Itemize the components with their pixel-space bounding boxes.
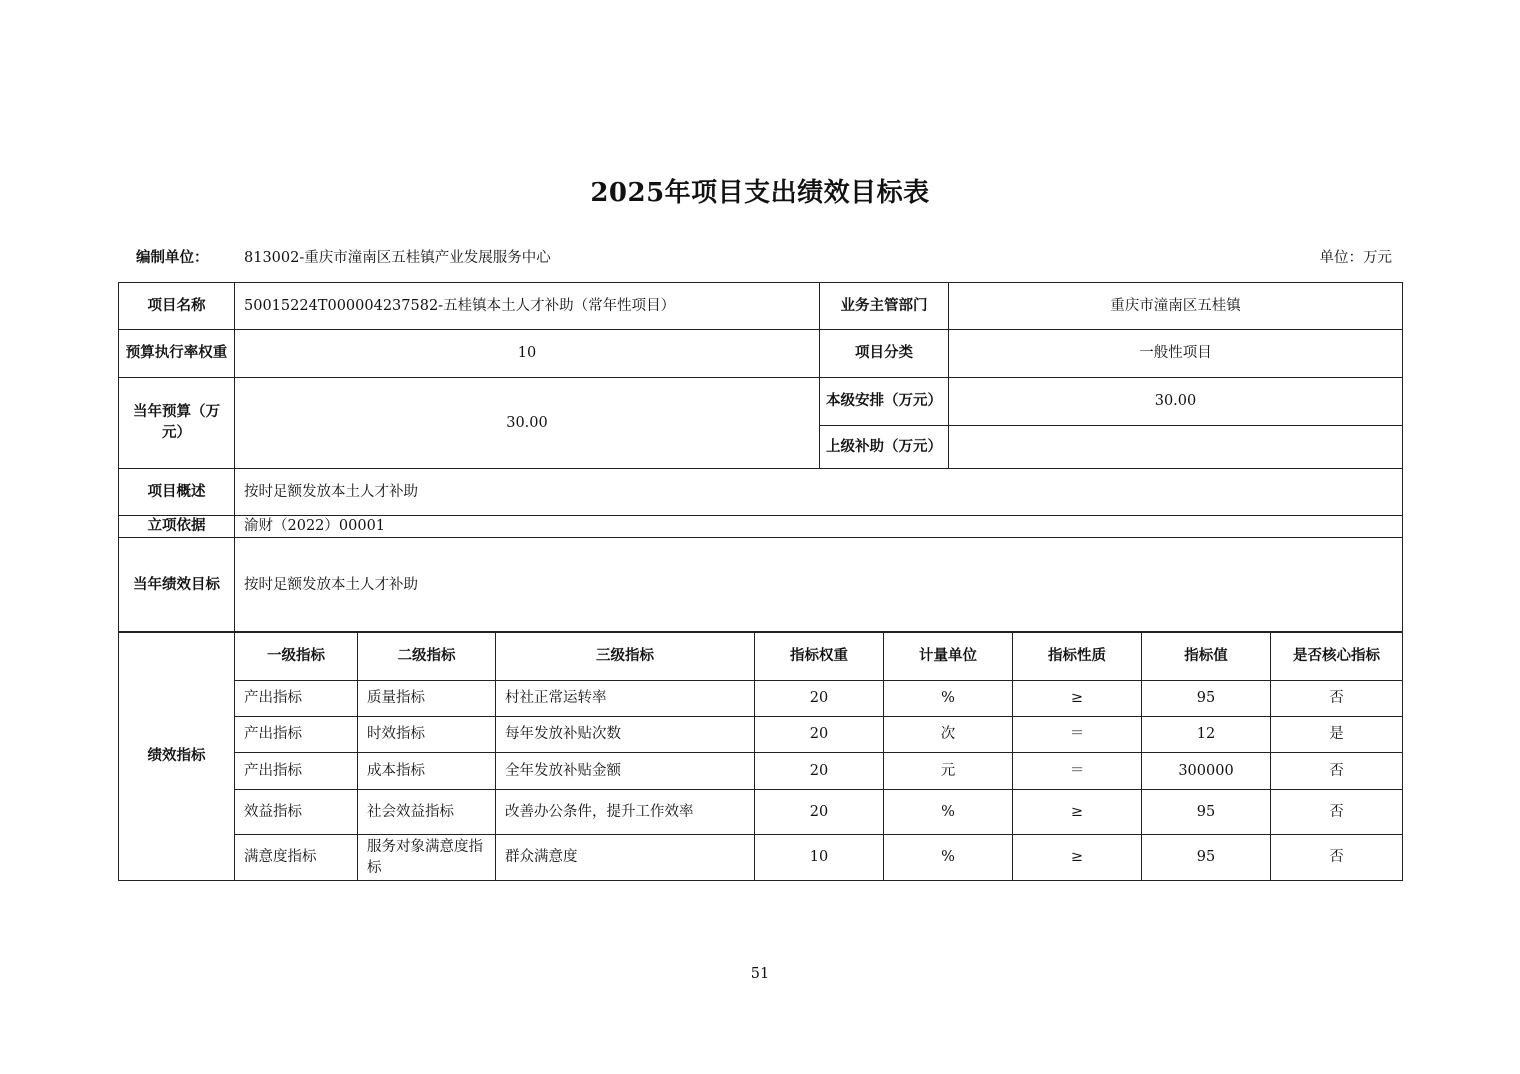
column-header: 二级指标 — [358, 632, 496, 681]
core-cell: 否 — [1271, 790, 1403, 835]
dept-value: 重庆市潼南区五桂镇 — [949, 283, 1403, 330]
weight-cell: 20 — [755, 681, 884, 717]
nature-cell: ＝ — [1013, 753, 1142, 790]
exec-rate-label: 预算执行率权重 — [119, 330, 235, 378]
table-row — [119, 681, 1403, 717]
upper-label: 上级补助（万元） — [820, 426, 949, 469]
summary-value: 按时足额发放本土人才补助 — [235, 469, 1403, 516]
project-name-value: 50015224T000004237582-五桂镇本土人才补助（常年性项目） — [235, 283, 820, 330]
value-cell: 95 — [1142, 835, 1271, 881]
table-row — [119, 753, 1403, 790]
nature-cell: ≥ — [1013, 835, 1142, 881]
goal-label: 当年绩效目标 — [119, 538, 235, 633]
core-cell: 否 — [1271, 681, 1403, 717]
unit-label: 单位：万元 — [1319, 250, 1392, 266]
weight-cell: 10 — [755, 835, 884, 881]
budget-label: 当年预算（万元） — [119, 378, 235, 469]
value-cell: 300000 — [1142, 753, 1271, 790]
column-header: 一级指标 — [235, 632, 358, 681]
local-value: 30.00 — [949, 378, 1403, 426]
level1-cell: 产出指标 — [235, 753, 358, 790]
level1-cell: 效益指标 — [235, 790, 358, 835]
budget-value: 30.00 — [235, 378, 820, 469]
header-row — [136, 246, 1392, 268]
level1-cell: 产出指标 — [235, 717, 358, 753]
goal-value: 按时足额发放本土人才补助 — [235, 538, 1403, 633]
table-row — [119, 717, 1403, 753]
level3-cell: 改善办公条件，提升工作效率 — [496, 790, 755, 835]
unit-cell: 次 — [884, 717, 1013, 753]
exec-rate-value: 10 — [235, 330, 820, 378]
table-row — [119, 790, 1403, 835]
column-header: 是否核心指标 — [1271, 632, 1403, 681]
core-cell: 否 — [1271, 753, 1403, 790]
weight-cell: 20 — [755, 717, 884, 753]
level2-cell: 社会效益指标 — [358, 790, 496, 835]
column-header: 指标值 — [1142, 632, 1271, 681]
core-cell: 否 — [1271, 835, 1403, 881]
level2-cell: 质量指标 — [358, 681, 496, 717]
org-label: 编制单位： — [136, 250, 209, 266]
summary-label: 项目概述 — [119, 469, 235, 516]
unit-cell: % — [884, 790, 1013, 835]
level3-cell: 群众满意度 — [496, 835, 755, 881]
category-label: 项目分类 — [820, 330, 949, 378]
level2-cell: 服务对象满意度指标 — [358, 835, 496, 881]
level2-cell: 成本指标 — [358, 753, 496, 790]
level1-cell: 满意度指标 — [235, 835, 358, 881]
column-header: 指标性质 — [1013, 632, 1142, 681]
value-cell: 95 — [1142, 790, 1271, 835]
nature-cell: ≥ — [1013, 681, 1142, 717]
local-label: 本级安排（万元） — [820, 378, 949, 426]
basis-label: 立项依据 — [119, 516, 235, 538]
project-info-table — [118, 282, 1403, 633]
level1-cell: 产出指标 — [235, 681, 358, 717]
level3-cell: 全年发放补贴金额 — [496, 753, 755, 790]
value-cell: 12 — [1142, 717, 1271, 753]
value-cell: 95 — [1142, 681, 1271, 717]
level3-cell: 村社正常运转率 — [496, 681, 755, 717]
column-header: 计量单位 — [884, 632, 1013, 681]
table-row — [119, 835, 1403, 881]
unit-cell: % — [884, 835, 1013, 881]
org-value: 813002-重庆市潼南区五桂镇产业发展服务中心 — [244, 250, 551, 266]
indicators-section-label: 绩效指标 — [119, 632, 235, 881]
nature-cell: ≥ — [1013, 790, 1142, 835]
basis-value: 渝财（2022）00001 — [235, 516, 1403, 538]
weight-cell: 20 — [755, 790, 884, 835]
indicators-table — [118, 631, 1403, 881]
dept-label: 业务主管部门 — [820, 283, 949, 330]
level2-cell: 时效指标 — [358, 717, 496, 753]
upper-value — [949, 426, 1403, 469]
page-title: 2025年项目支出绩效目标表 — [590, 178, 930, 208]
core-cell: 是 — [1271, 717, 1403, 753]
level3-cell: 每年发放补贴次数 — [496, 717, 755, 753]
category-value: 一般性项目 — [949, 330, 1403, 378]
column-header: 三级指标 — [496, 632, 755, 681]
project-name-label: 项目名称 — [119, 283, 235, 330]
unit-cell: 元 — [884, 753, 1013, 790]
page-number: 51 — [750, 966, 770, 982]
weight-cell: 20 — [755, 753, 884, 790]
unit-cell: % — [884, 681, 1013, 717]
nature-cell: ＝ — [1013, 717, 1142, 753]
column-header: 指标权重 — [755, 632, 884, 681]
